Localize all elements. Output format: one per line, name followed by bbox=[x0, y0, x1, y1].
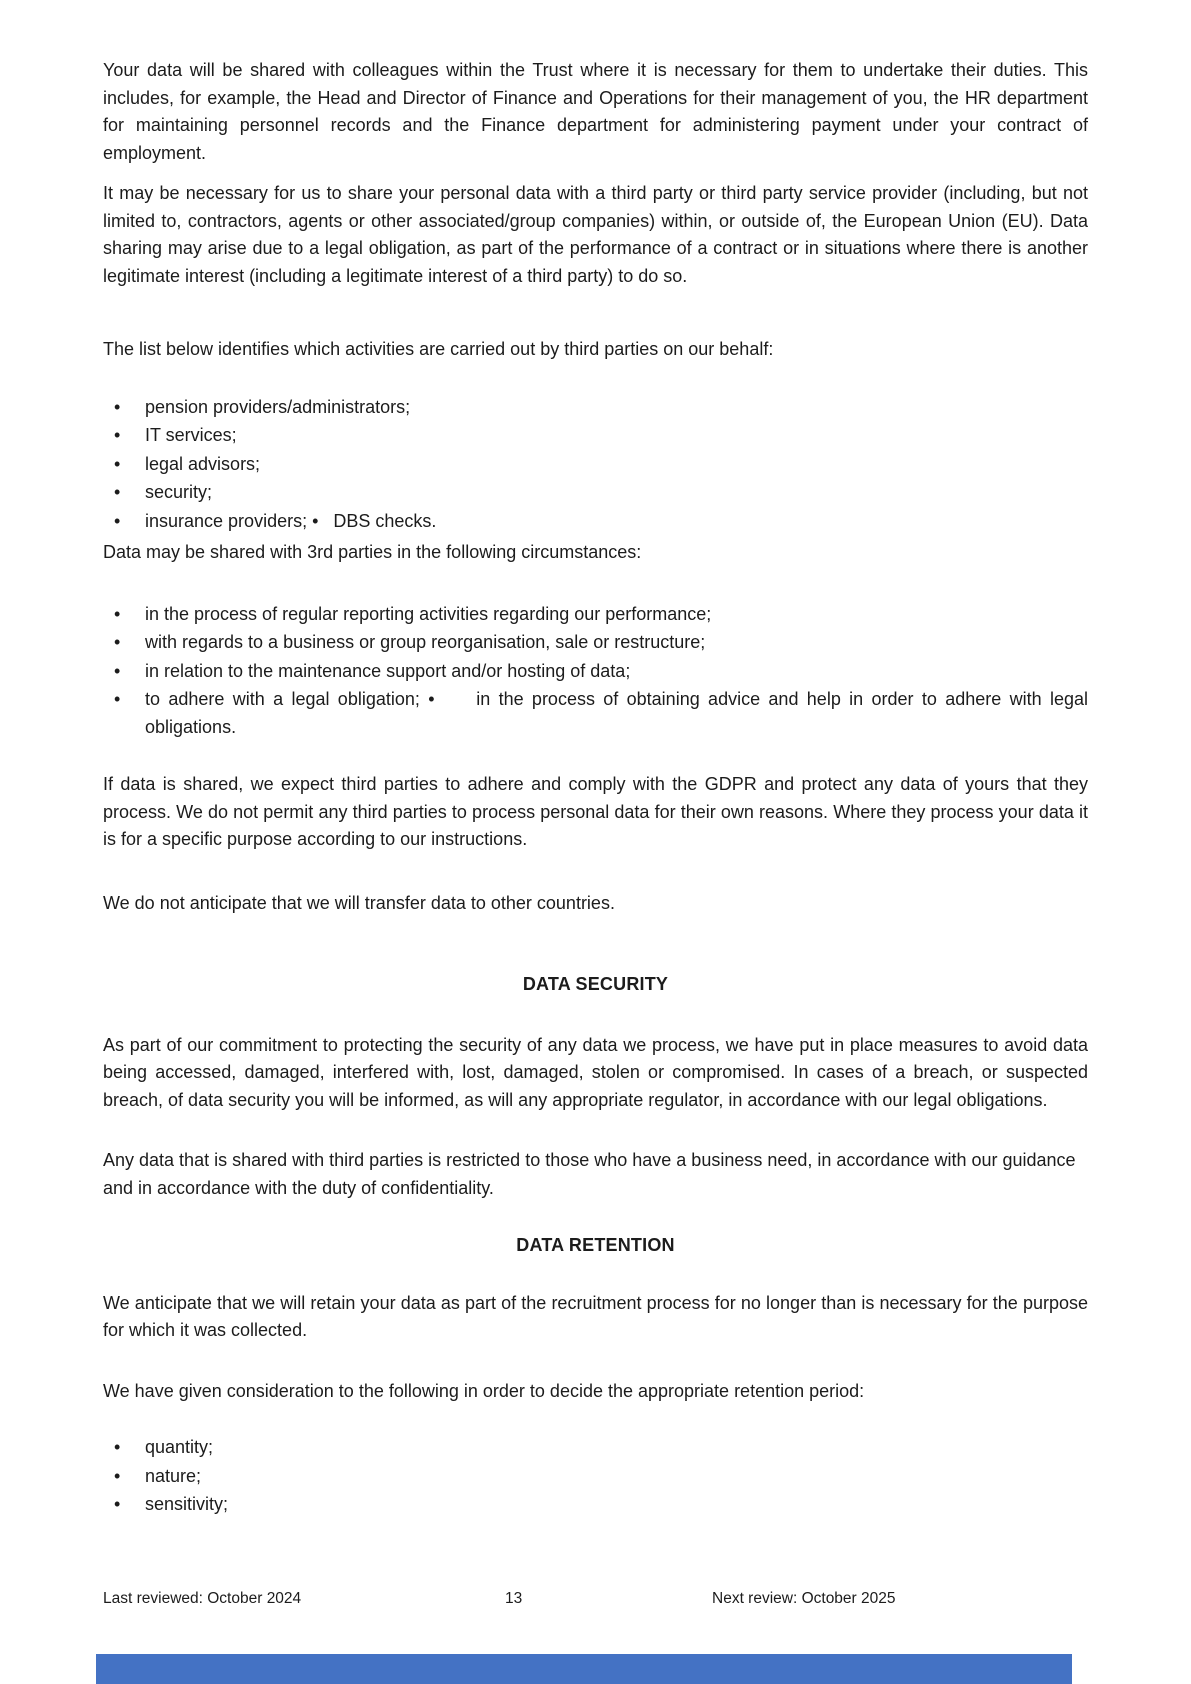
list-item bbox=[103, 479, 1088, 507]
bullet-icon: • bbox=[114, 425, 121, 445]
paragraph-no-transfer: We do not anticipate that we will transfer data to other countries. bbox=[103, 892, 615, 913]
heading-data-retention: DATA RETENTION bbox=[516, 1235, 675, 1255]
list-item bbox=[103, 1491, 1088, 1519]
footer-page-number: 13 bbox=[505, 1590, 523, 1607]
list-item bbox=[103, 601, 1088, 629]
bullet-list-sharing-circumstances bbox=[103, 601, 1088, 742]
bullet-list-third-party-activities bbox=[103, 394, 1088, 536]
list-item-label: security; bbox=[145, 482, 213, 502]
list-item bbox=[103, 508, 1088, 536]
list-item-label: IT services; bbox=[145, 425, 237, 445]
list-item-label: in the process of regular reporting activities regarding our performance; bbox=[145, 603, 712, 624]
bullet-icon: • bbox=[114, 482, 121, 502]
paragraph-shared-circumstances-intro: Data may be shared with 3rd parties in the following circumstances: bbox=[103, 542, 642, 562]
list-item bbox=[103, 1434, 1088, 1462]
paragraph-retention-consideration-intro: We have given consideration to the following in order to decide the appropriate retention period: bbox=[103, 1380, 865, 1401]
list-item bbox=[103, 686, 1088, 741]
bullet-icon: • bbox=[114, 1465, 121, 1486]
list-item bbox=[103, 658, 1088, 686]
paragraph-third-party-sharing: It may be necessary for us to share your personal data with a third party or third party service provider (including, but not limited to, contractors, agents or other associated/group companies) within, or outside of, the European Union (EU). Data sharing may arise due to a legal obligation, as part of the performance of a contract or in situations where there is another legitimate interest (including a legitimate interest of a third party) to do so. bbox=[103, 183, 1088, 286]
bullet-icon: • bbox=[114, 1494, 121, 1514]
list-item-label: insurance providers; • DBS checks. bbox=[145, 510, 437, 531]
list-item bbox=[103, 422, 1088, 450]
paragraph-gdpr-compliance: If data is shared, we expect third parties to adhere and comply with the GDPR and protect any data of yours that they process. We do not permit any third parties to process personal data for their own reasons. Where they process your data it is for a specific purpose according to our instructions. bbox=[103, 774, 1088, 849]
bullet-icon: • bbox=[114, 660, 121, 681]
list-item bbox=[103, 1463, 1088, 1491]
footer-next-review: Next review: October 2025 bbox=[712, 1590, 896, 1607]
footer-accent-bar bbox=[96, 1654, 1072, 1684]
bullet-icon: • bbox=[114, 632, 121, 652]
list-item-label: to adhere with a legal obligation; • in the process of obtaining advice and help in order to adhere with legal obligations. bbox=[145, 689, 1088, 737]
list-item-label: pension providers/administrators; bbox=[145, 396, 411, 417]
bullet-list-retention-factors bbox=[103, 1434, 1088, 1519]
bullet-icon: • bbox=[114, 453, 121, 474]
list-item-label: nature; bbox=[145, 1465, 202, 1486]
bullet-icon: • bbox=[114, 510, 121, 531]
list-item bbox=[103, 451, 1088, 479]
list-item-label: in relation to the maintenance support and/or hosting of data; bbox=[145, 660, 631, 681]
document-body bbox=[103, 57, 1088, 1519]
list-item-label: quantity; bbox=[145, 1437, 214, 1457]
list-item-label: legal advisors; bbox=[145, 453, 261, 474]
paragraph-business-need: Any data that is shared with third parties is restricted to those who have a business need, in accordance with our guidance and in accordance with the duty of confidentiality. bbox=[103, 1150, 1076, 1198]
footer-last-reviewed: Last reviewed: October 2024 bbox=[103, 1590, 302, 1607]
paragraph-security-measures: As part of our commitment to protecting the security of any data we process, we have put in place measures to avoid data being accessed, damaged, interfered with, lost, damaged, stolen or compromised. In cases of a breach, or suspected breach, of data security you will be informed, as will any appropriate regulator, in accordance with our legal obligations. bbox=[103, 1034, 1088, 1110]
bullet-icon: • bbox=[114, 1437, 121, 1457]
list-item bbox=[103, 629, 1088, 657]
list-item bbox=[103, 394, 1088, 422]
bullet-icon: • bbox=[114, 603, 121, 624]
bullet-icon: • bbox=[114, 689, 121, 709]
paragraph-data-shared-colleagues: Your data will be shared with colleagues within the Trust where it is necessary for them to undertake their duties. This includes, for example, the Head and Director of Finance and Operations for their management of you, the HR department for maintaining personnel records and the Finance department for administering payment under your contract of employment. bbox=[103, 60, 1088, 163]
list-item-label: with regards to a business or group reorganisation, sale or restructure; bbox=[145, 632, 706, 652]
bullet-icon: • bbox=[114, 396, 121, 417]
paragraph-retention-period: We anticipate that we will retain your data as part of the recruitment process for no longer than is necessary for the purpose for which it was collected. bbox=[103, 1292, 1088, 1340]
paragraph-list-below-intro: The list below identifies which activities are carried out by third parties on our behalf: bbox=[103, 339, 774, 359]
heading-data-security: DATA SECURITY bbox=[522, 974, 669, 994]
list-item-label: sensitivity; bbox=[145, 1494, 229, 1514]
